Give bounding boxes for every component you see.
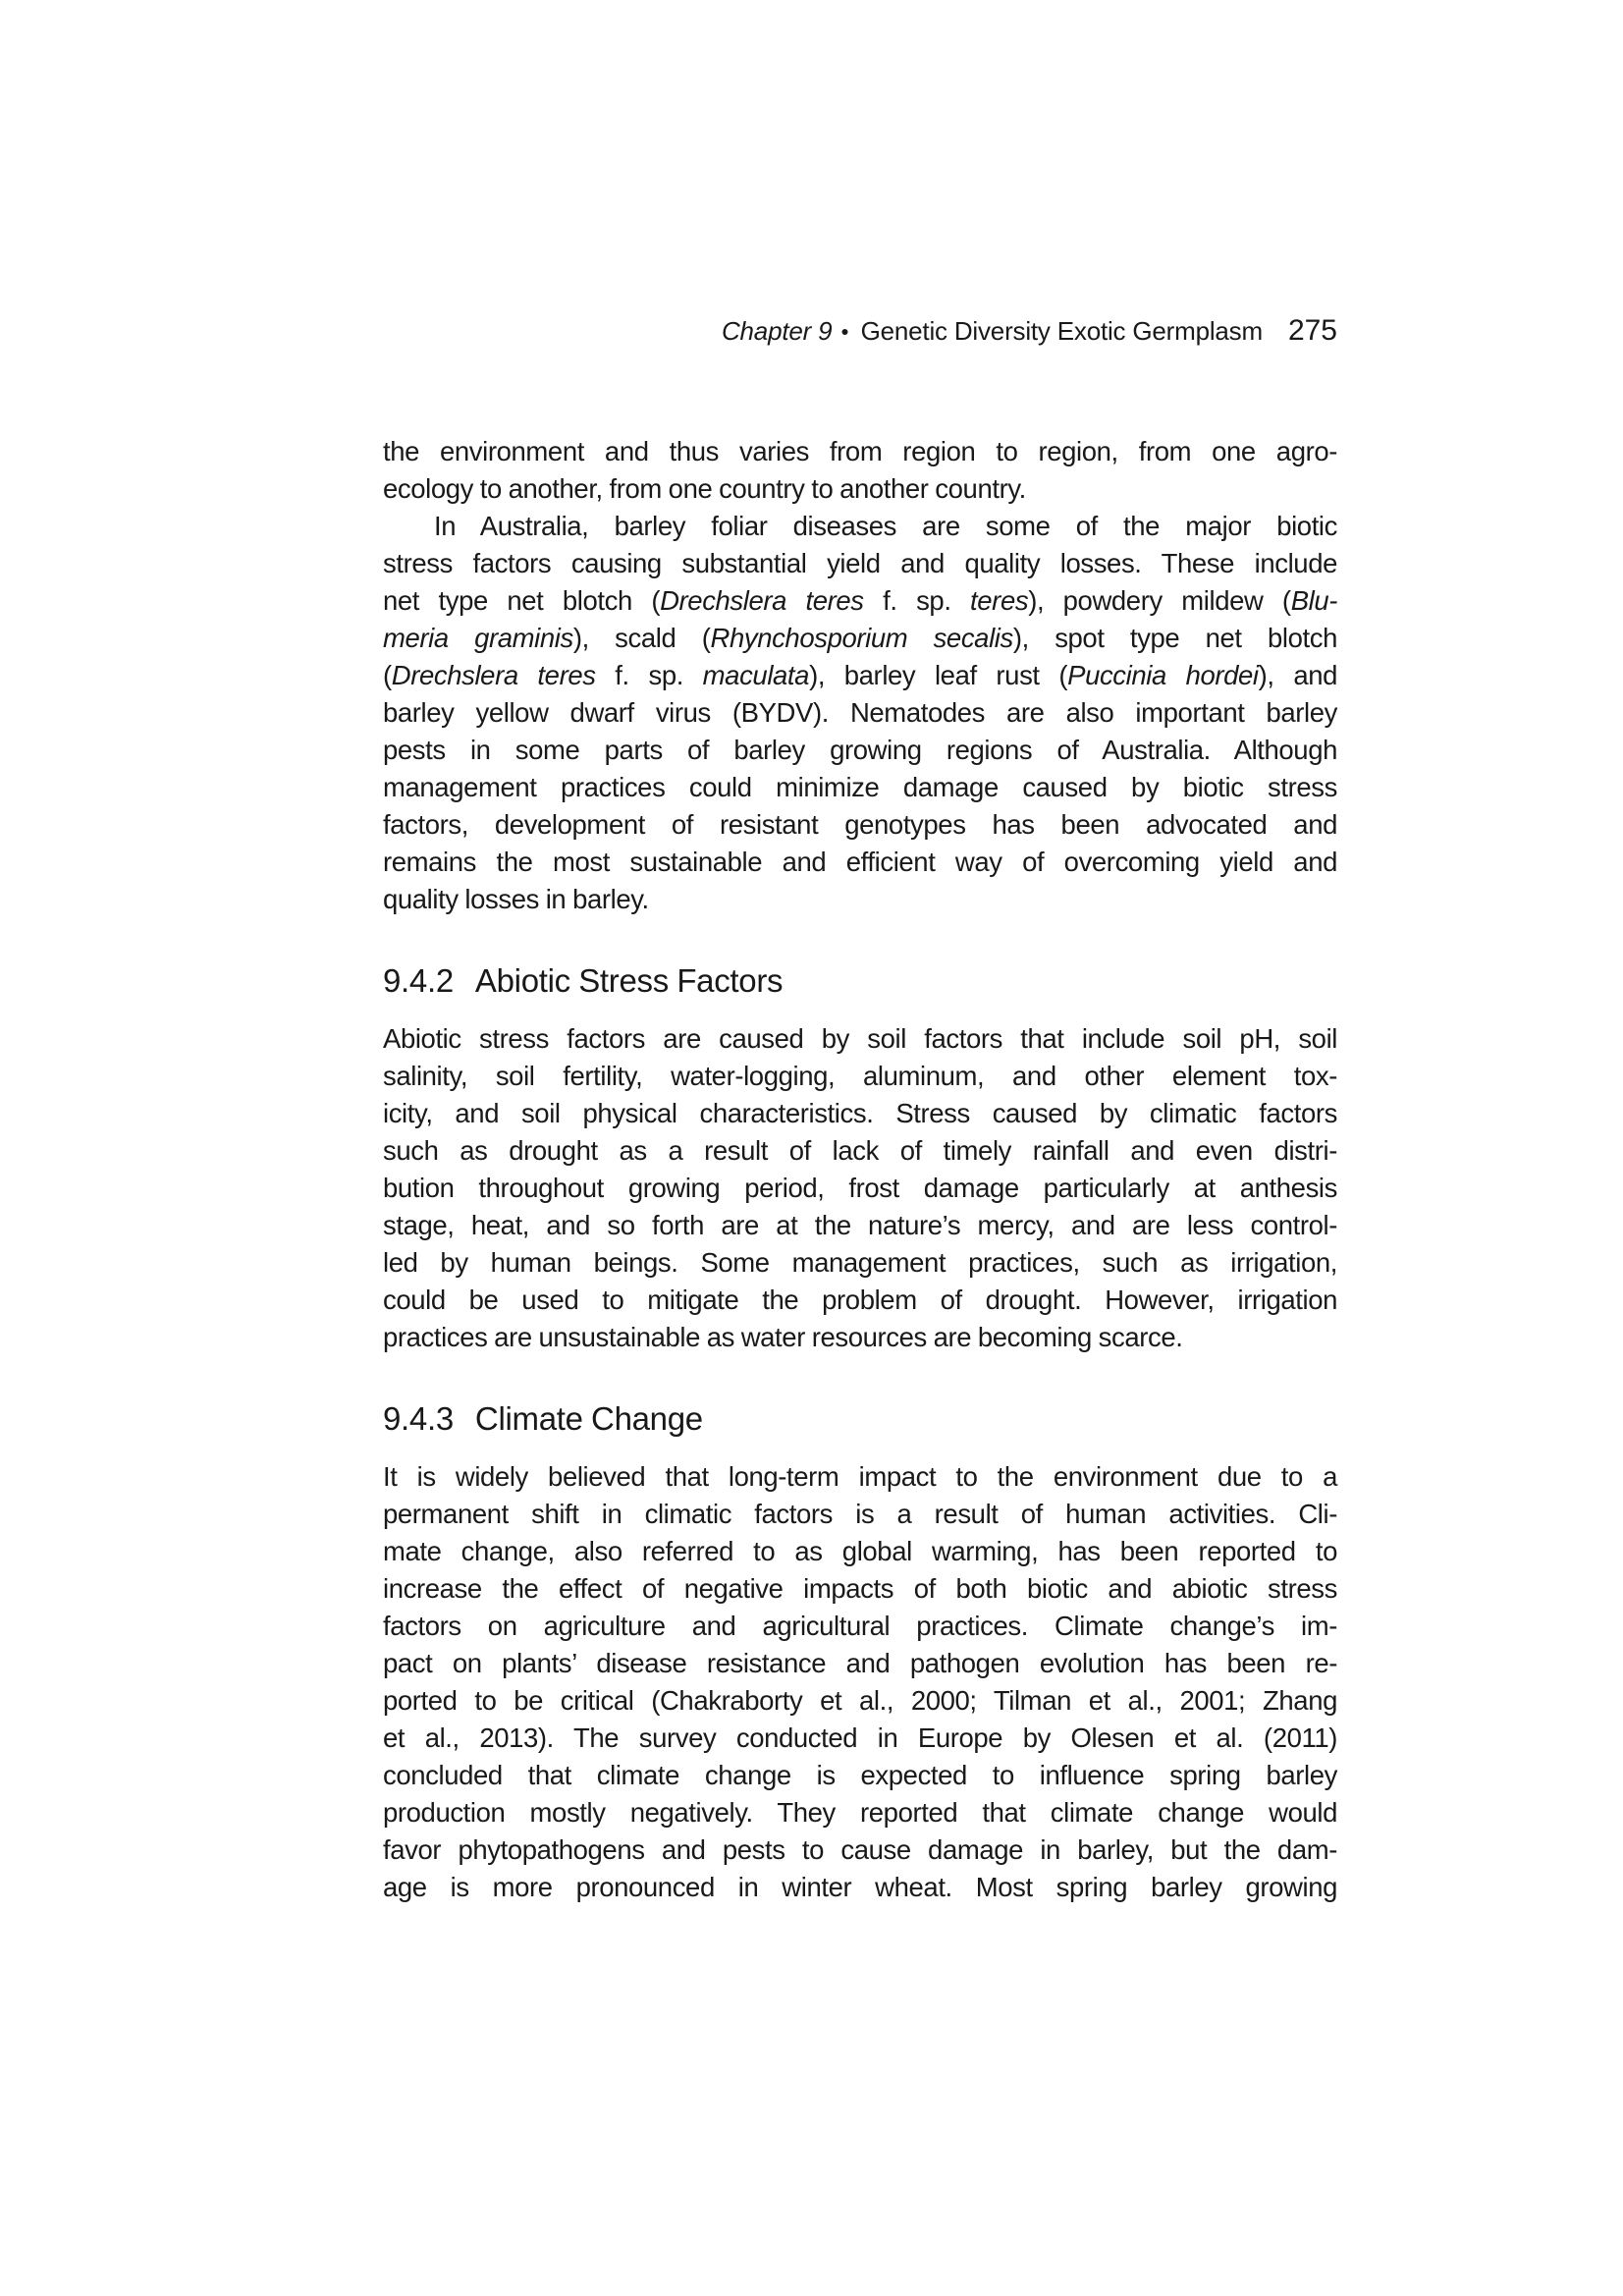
text-segment: pests in some parts of barley growing regions of Australia. Although	[383, 735, 1337, 765]
text-segment: age is more pronounced in winter wheat. Most spring barley growing	[383, 1872, 1337, 1902]
text-segment: the environment and thus varies from region to region, from one agro-	[383, 436, 1337, 466]
text-segment: Blu-	[1290, 585, 1337, 616]
text-segment: teres	[970, 585, 1029, 616]
text-segment: f. sp.	[863, 585, 971, 616]
text-segment: Drechslera teres	[660, 585, 864, 616]
text-line	[383, 545, 1337, 582]
text-line	[383, 1458, 1337, 1496]
text-segment: In Australia, barley foliar diseases are some of the major biotic	[434, 511, 1337, 541]
text-segment: stress factors causing substantial yield and quality losses. These include	[383, 548, 1337, 578]
text-line	[383, 881, 1337, 918]
text-segment: meria graminis	[383, 623, 573, 653]
text-line	[383, 1319, 1337, 1356]
text-segment: Rhynchosporium secalis	[710, 623, 1013, 653]
text-segment: could be used to mitigate the problem of drought. However, irrigation	[383, 1285, 1337, 1315]
text-line	[383, 1095, 1337, 1132]
text-line	[383, 1282, 1337, 1319]
text-segment: factors, development of resistant genotypes has been advocated and	[383, 809, 1337, 840]
text-segment: Puccinia hordei	[1067, 660, 1259, 690]
text-segment: stage, heat, and so forth are at the nature’s mercy, and are less control-	[383, 1210, 1337, 1240]
text-line	[383, 844, 1337, 881]
text-segment: maculata	[702, 660, 810, 690]
text-segment: ported to be critical (Chakraborty et al., 2000; Tilman et al., 2001; Zhang	[383, 1685, 1337, 1716]
text-segment: salinity, soil fertility, water-logging, aluminum, and other element tox-	[383, 1061, 1337, 1091]
text-segment: factors on agriculture and agricultural practices. Climate change’s im-	[383, 1611, 1337, 1641]
text-segment: barley yellow dwarf virus (BYDV). Nematodes are also important barley	[383, 697, 1337, 728]
running-title: Genetic Diversity Exotic Germplasm	[860, 316, 1263, 346]
text-line	[383, 1570, 1337, 1608]
text-segment: (	[383, 660, 392, 690]
text-line	[383, 1794, 1337, 1831]
section-heading	[383, 1397, 1337, 1441]
text-line	[383, 732, 1337, 769]
paragraph	[383, 433, 1337, 508]
text-segment: production mostly negatively. They reported that climate change would	[383, 1797, 1337, 1828]
paragraph	[383, 508, 1337, 918]
section-title: Climate Change	[474, 1400, 703, 1437]
paragraph	[383, 1020, 1337, 1356]
text-segment: increase the effect of negative impacts of both biotic and abiotic stress	[383, 1573, 1337, 1604]
text-line	[383, 694, 1337, 732]
text-line	[383, 433, 1337, 470]
text-line	[383, 582, 1337, 620]
text-segment: icity, and soil physical characteristics. Stress caused by climatic factors	[383, 1098, 1337, 1128]
page-body	[383, 433, 1337, 1906]
text-line	[383, 1207, 1337, 1244]
text-segment: ecology to another, from one country to another country.	[383, 473, 1026, 504]
text-segment: ), powdery mildew (	[1028, 585, 1291, 616]
text-segment: such as drought as a result of lack of timely rainfall and even distri-	[383, 1135, 1337, 1166]
chapter-label: Chapter 9	[721, 316, 833, 346]
section-heading	[383, 959, 1337, 1003]
text-segment: bution throughout growing period, frost damage particularly at anthesis	[383, 1173, 1337, 1203]
text-segment: led by human beings. Some management practices, such as irrigation,	[383, 1247, 1337, 1278]
text-line	[383, 1682, 1337, 1720]
text-line	[383, 1020, 1337, 1058]
text-line	[383, 620, 1337, 657]
text-segment: f. sp.	[595, 660, 703, 690]
text-segment: pact on plants’ disease resistance and pathogen evolution has been re-	[383, 1648, 1337, 1678]
text-segment: Abiotic stress factors are caused by soil factors that include soil pH, soil	[383, 1023, 1337, 1054]
text-line	[383, 1132, 1337, 1170]
text-segment: mate change, also referred to as global warming, has been reported to	[383, 1536, 1337, 1566]
text-line	[383, 1058, 1337, 1095]
text-line	[383, 1831, 1337, 1869]
text-segment: ), barley leaf rust (	[809, 660, 1068, 690]
text-segment: permanent shift in climatic factors is a result of human activities. Cli-	[383, 1499, 1337, 1529]
text-segment: ), spot type net blotch	[1012, 623, 1337, 653]
text-segment: concluded that climate change is expected to influence spring barley	[383, 1760, 1337, 1790]
text-segment: quality losses in barley.	[383, 884, 649, 914]
text-segment: ), and	[1258, 660, 1338, 690]
text-line	[383, 769, 1337, 806]
section-title: Abiotic Stress Factors	[474, 962, 784, 999]
text-line	[383, 1757, 1337, 1794]
running-header	[383, 314, 1337, 348]
section-number: 9.4.2	[383, 962, 454, 999]
text-segment: favor phytopathogens and pests to cause damage in barley, but the dam-	[383, 1834, 1337, 1865]
page-number: 275	[1287, 314, 1337, 347]
text-line	[383, 1608, 1337, 1645]
text-segment: practices are unsustainable as water resources are becoming scarce.	[383, 1322, 1183, 1352]
text-line	[383, 508, 1337, 545]
text-line	[383, 1496, 1337, 1533]
text-line	[383, 1645, 1337, 1682]
text-segment: net type net blotch (	[383, 585, 661, 616]
text-line	[383, 657, 1337, 694]
text-line	[383, 1533, 1337, 1570]
text-segment: It is widely believed that long-term impact to the environment due to a	[383, 1461, 1337, 1492]
text-segment: remains the most sustainable and efficient way of overcoming yield and	[383, 847, 1337, 877]
text-line	[383, 1869, 1337, 1906]
section-number: 9.4.3	[383, 1400, 454, 1437]
text-line	[383, 806, 1337, 844]
text-line	[383, 1720, 1337, 1757]
text-line	[383, 470, 1337, 508]
text-segment: et al., 2013). The survey conducted in Europe by Olesen et al. (2011)	[383, 1722, 1337, 1753]
text-segment: management practices could minimize damage caused by biotic stress	[383, 772, 1337, 802]
text-segment: Drechslera teres	[391, 660, 596, 690]
paragraph	[383, 1458, 1337, 1906]
text-line	[383, 1244, 1337, 1282]
text-segment: ), scald (	[572, 623, 711, 653]
text-line	[383, 1170, 1337, 1207]
bullet-separator-icon: ●	[840, 323, 849, 339]
